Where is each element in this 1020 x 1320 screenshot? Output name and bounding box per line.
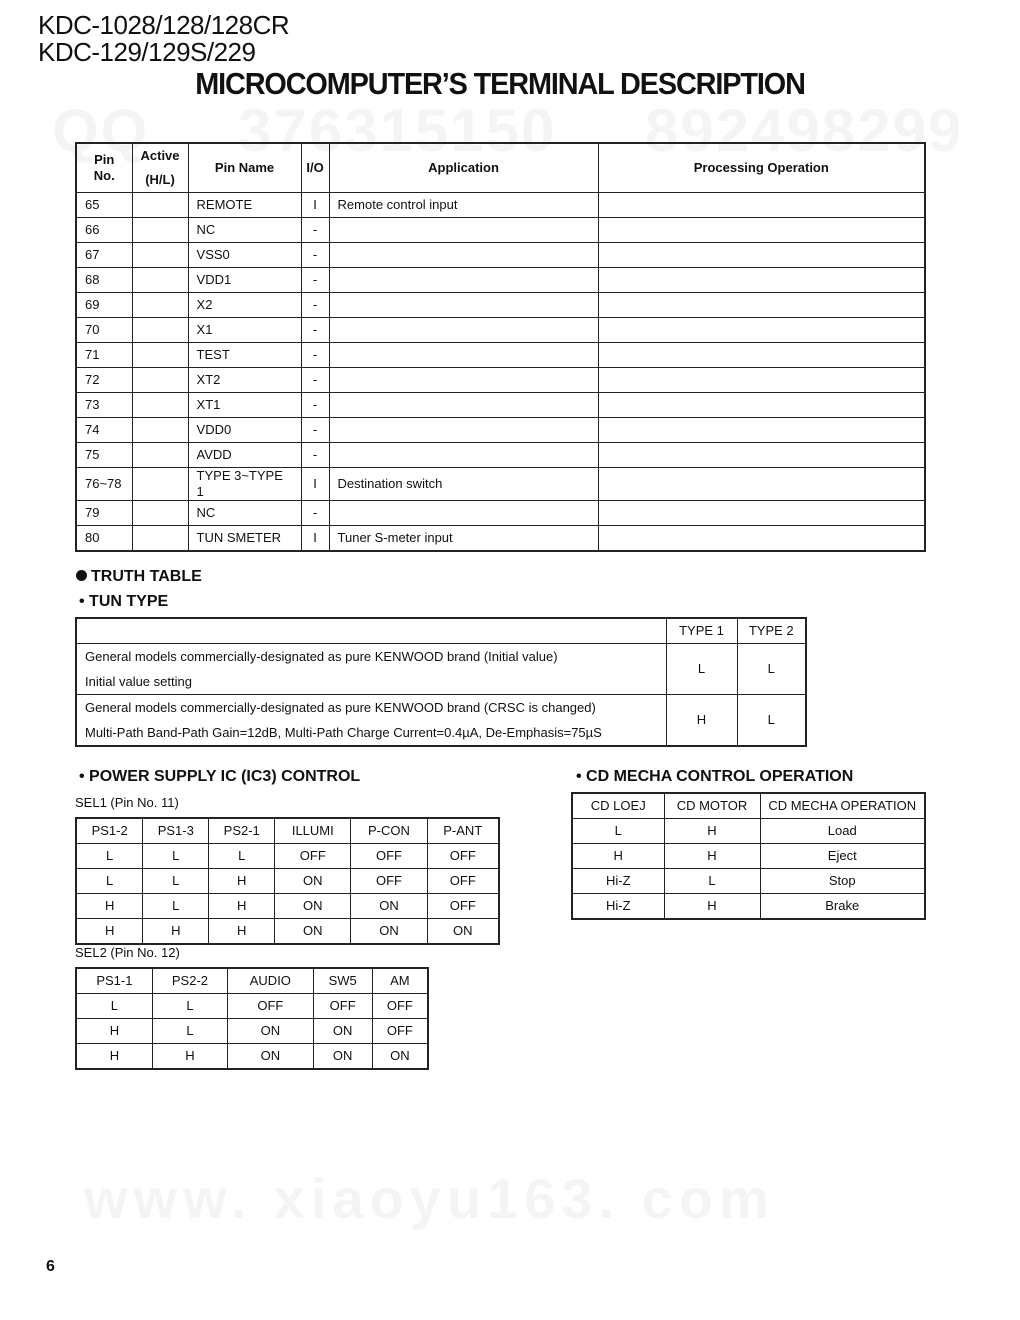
table-row <box>76 393 925 418</box>
sel1-label: SEL1 (Pin No. 11) <box>75 795 179 810</box>
table-cell: OFF <box>372 994 428 1019</box>
page-number: 6 <box>46 1258 55 1275</box>
table-row <box>76 268 925 293</box>
table-row <box>76 318 925 343</box>
cell-pin-name: VSS0 <box>188 243 301 268</box>
cell-active <box>132 501 188 526</box>
cell-active <box>132 368 188 393</box>
cell-application: Destination switch <box>329 468 598 501</box>
cell-pin-no: 80 <box>76 526 132 552</box>
table-cell: Eject <box>760 844 925 869</box>
cell-processing <box>598 343 925 368</box>
cell-processing <box>598 268 925 293</box>
table-cell: L <box>664 869 760 894</box>
header-active-line1: Active <box>140 148 180 163</box>
tun-row-type1: L <box>666 644 737 695</box>
cell-processing <box>598 468 925 501</box>
table-cell: OFF <box>351 844 427 869</box>
cell-pin-no: 69 <box>76 293 132 318</box>
table-cell: ON <box>351 894 427 919</box>
truth-table-heading-text: TRUTH TABLE <box>91 568 202 585</box>
cell-application: Tuner S-meter input <box>329 526 598 552</box>
cell-processing <box>598 318 925 343</box>
cell-pin-name: X2 <box>188 293 301 318</box>
table-cell: L <box>76 844 143 869</box>
table-row <box>76 293 925 318</box>
column-header: PS2-1 <box>209 818 275 844</box>
column-header: CD MECHA OPERATION <box>760 793 925 819</box>
table-cell: OFF <box>427 894 499 919</box>
tun-row-line1: General models commercially-designated as pure KENWOOD brand (Initial value) <box>85 649 558 664</box>
table-row <box>572 819 925 844</box>
tun-header-type2: TYPE 2 <box>737 618 806 644</box>
cell-processing <box>598 418 925 443</box>
cell-active <box>132 393 188 418</box>
cell-application <box>329 443 598 468</box>
column-header: PS2-2 <box>152 968 227 994</box>
table-row <box>76 343 925 368</box>
cell-processing <box>598 443 925 468</box>
cell-io: I <box>301 526 329 552</box>
tun-row-line2: Initial value setting <box>85 674 192 689</box>
cell-pin-no: 66 <box>76 218 132 243</box>
table-cell: Load <box>760 819 925 844</box>
table-cell: H <box>152 1044 227 1070</box>
cell-pin-no: 76~78 <box>76 468 132 501</box>
table-row <box>76 695 806 747</box>
cell-io: I <box>301 468 329 501</box>
sel2-label: SEL2 (Pin No. 12) <box>75 945 180 960</box>
table-row <box>76 919 499 945</box>
cell-application <box>329 218 598 243</box>
column-header: AM <box>372 968 428 994</box>
table-row <box>572 869 925 894</box>
table-cell: OFF <box>351 869 427 894</box>
cell-application <box>329 293 598 318</box>
tun-header-type1: TYPE 1 <box>666 618 737 644</box>
table-cell: H <box>572 844 664 869</box>
header-processing: Processing Operation <box>598 143 925 193</box>
table-cell: Hi-Z <box>572 869 664 894</box>
bullet-icon <box>76 570 87 581</box>
cell-io: - <box>301 343 329 368</box>
table-row <box>76 243 925 268</box>
cell-active <box>132 293 188 318</box>
cell-pin-name: NC <box>188 501 301 526</box>
power-supply-heading: • POWER SUPPLY IC (IC3) CONTROL <box>79 768 361 785</box>
table-cell: Stop <box>760 869 925 894</box>
tun-row-line2: Multi-Path Band-Path Gain=12dB, Multi-Path Charge Current=0.4µA, De-Emphasis=75µS <box>85 725 602 740</box>
column-header: P-ANT <box>427 818 499 844</box>
cell-active <box>132 268 188 293</box>
tun-row-description <box>76 644 666 695</box>
cell-pin-name: VDD0 <box>188 418 301 443</box>
cell-io: I <box>301 193 329 218</box>
column-header: PS1-3 <box>143 818 209 844</box>
table-row <box>76 418 925 443</box>
table-cell: L <box>209 844 275 869</box>
table-cell: H <box>664 819 760 844</box>
cell-pin-no: 67 <box>76 243 132 268</box>
table-row <box>76 526 925 552</box>
cell-io: - <box>301 501 329 526</box>
cell-io: - <box>301 218 329 243</box>
table-cell: H <box>209 869 275 894</box>
cell-pin-name: TYPE 3~TYPE 1 <box>188 468 301 501</box>
table-cell: L <box>143 869 209 894</box>
table-row <box>76 193 925 218</box>
table-row <box>572 844 925 869</box>
cell-active <box>132 193 188 218</box>
table-cell: H <box>209 894 275 919</box>
table-cell: L <box>143 894 209 919</box>
cell-pin-name: NC <box>188 218 301 243</box>
cell-io: - <box>301 293 329 318</box>
column-header: CD LOEJ <box>572 793 664 819</box>
table-cell: OFF <box>228 994 313 1019</box>
table-cell: ON <box>372 1044 428 1070</box>
table-cell: H <box>143 919 209 945</box>
table-cell: ON <box>275 919 351 945</box>
pin-rows <box>76 193 925 552</box>
cell-application <box>329 318 598 343</box>
table-cell: OFF <box>372 1019 428 1044</box>
header-pin-name: Pin Name <box>188 143 301 193</box>
table-cell: H <box>76 919 143 945</box>
table-row <box>76 1019 428 1044</box>
cell-application <box>329 268 598 293</box>
table-header-row <box>76 818 499 844</box>
header-active <box>132 143 188 193</box>
table-row <box>76 894 499 919</box>
column-header: ILLUMI <box>275 818 351 844</box>
cell-application <box>329 343 598 368</box>
table-cell: ON <box>313 1019 372 1044</box>
cell-active <box>132 318 188 343</box>
table-cell: H <box>76 1019 152 1044</box>
table-cell: ON <box>275 869 351 894</box>
cell-processing <box>598 218 925 243</box>
table-header-row <box>76 143 925 193</box>
cell-processing <box>598 501 925 526</box>
table-row <box>76 468 925 501</box>
table-cell: H <box>76 1044 152 1070</box>
cell-application <box>329 243 598 268</box>
cell-processing <box>598 368 925 393</box>
tun-type-heading: • TUN TYPE <box>79 593 169 610</box>
cell-io: - <box>301 268 329 293</box>
cell-processing <box>598 526 925 552</box>
cd-mecha-table <box>571 792 926 920</box>
table-row <box>76 368 925 393</box>
model-line-1: KDC-1028/128/128CR <box>38 10 290 40</box>
table-cell: H <box>209 919 275 945</box>
tun-row-type2: L <box>737 695 806 747</box>
page-title: MICROCOMPUTER’S TERMINAL DESCRIPTION <box>195 66 805 101</box>
table-cell: ON <box>351 919 427 945</box>
truth-table-heading <box>76 568 202 586</box>
table-cell: H <box>76 894 143 919</box>
column-header: PS1-1 <box>76 968 152 994</box>
table-row <box>76 501 925 526</box>
table-row <box>572 894 925 920</box>
table-row <box>76 994 428 1019</box>
cell-pin-no: 71 <box>76 343 132 368</box>
table-row <box>76 844 499 869</box>
cell-pin-no: 73 <box>76 393 132 418</box>
table-cell: ON <box>275 894 351 919</box>
tun-header-blank <box>76 618 666 644</box>
column-header: P-CON <box>351 818 427 844</box>
table-header-row <box>572 793 925 819</box>
table-row <box>76 1044 428 1070</box>
header-application: Application <box>329 143 598 193</box>
cell-active <box>132 418 188 443</box>
table-cell: ON <box>427 919 499 945</box>
cell-pin-name: VDD1 <box>188 268 301 293</box>
cell-pin-no: 68 <box>76 268 132 293</box>
table-cell: L <box>152 1019 227 1044</box>
cell-active <box>132 218 188 243</box>
cell-active <box>132 468 188 501</box>
cell-active <box>132 343 188 368</box>
cell-pin-name: XT1 <box>188 393 301 418</box>
table-cell: L <box>572 819 664 844</box>
cell-processing <box>598 193 925 218</box>
cell-active <box>132 243 188 268</box>
pin-description-table <box>75 142 926 552</box>
cell-io: - <box>301 443 329 468</box>
sel1-table <box>75 817 500 945</box>
table-cell: L <box>152 994 227 1019</box>
cell-pin-no: 70 <box>76 318 132 343</box>
cell-pin-no: 75 <box>76 443 132 468</box>
table-cell: OFF <box>275 844 351 869</box>
cell-io: - <box>301 368 329 393</box>
table-cell: L <box>76 869 143 894</box>
cell-active <box>132 443 188 468</box>
cell-application <box>329 501 598 526</box>
table-row <box>76 644 806 695</box>
cell-pin-no: 65 <box>76 193 132 218</box>
header-pin-no: Pin No. <box>76 143 132 193</box>
header-io: I/O <box>301 143 329 193</box>
table-cell: OFF <box>313 994 372 1019</box>
table-cell: ON <box>313 1044 372 1070</box>
cell-processing <box>598 393 925 418</box>
cell-io: - <box>301 418 329 443</box>
tun-row-line1: General models commercially-designated as pure KENWOOD brand (CRSC is changed) <box>85 700 596 715</box>
cd-mecha-heading: • CD MECHA CONTROL OPERATION <box>576 768 854 785</box>
tun-header-row <box>76 618 806 644</box>
cell-io: - <box>301 243 329 268</box>
cell-application <box>329 368 598 393</box>
column-header: PS1-2 <box>76 818 143 844</box>
tun-row-description <box>76 695 666 747</box>
header-active-line2: (H/L) <box>145 172 175 187</box>
column-header: AUDIO <box>228 968 313 994</box>
tun-row-type2: L <box>737 644 806 695</box>
table-cell: L <box>76 994 152 1019</box>
table-cell: H <box>664 844 760 869</box>
sel2-table <box>75 967 429 1070</box>
cell-processing <box>598 243 925 268</box>
tun-row-type1: H <box>666 695 737 747</box>
watermark-bottom <box>84 1166 775 1231</box>
table-cell: L <box>143 844 209 869</box>
cell-application: Remote control input <box>329 193 598 218</box>
tun-type-table <box>75 617 807 747</box>
cell-io: - <box>301 393 329 418</box>
cell-pin-no: 79 <box>76 501 132 526</box>
column-header: SW5 <box>313 968 372 994</box>
table-row <box>76 218 925 243</box>
cell-pin-name: X1 <box>188 318 301 343</box>
cell-pin-name: XT2 <box>188 368 301 393</box>
column-header: CD MOTOR <box>664 793 760 819</box>
model-line-2: KDC-129/129S/229 <box>38 37 256 67</box>
cell-pin-name: TUN SMETER <box>188 526 301 552</box>
cell-application <box>329 393 598 418</box>
table-cell: OFF <box>427 869 499 894</box>
cell-pin-name: TEST <box>188 343 301 368</box>
cell-io: - <box>301 318 329 343</box>
table-cell: Brake <box>760 894 925 920</box>
table-row <box>76 443 925 468</box>
cell-application <box>329 418 598 443</box>
cell-pin-no: 74 <box>76 418 132 443</box>
cell-pin-no: 72 <box>76 368 132 393</box>
table-cell: ON <box>228 1019 313 1044</box>
table-cell: Hi-Z <box>572 894 664 920</box>
cell-pin-name: REMOTE <box>188 193 301 218</box>
table-header-row <box>76 968 428 994</box>
table-cell: H <box>664 894 760 920</box>
table-cell: OFF <box>427 844 499 869</box>
table-cell: ON <box>228 1044 313 1070</box>
cell-pin-name: AVDD <box>188 443 301 468</box>
table-row <box>76 869 499 894</box>
cell-processing <box>598 293 925 318</box>
cell-active <box>132 526 188 552</box>
